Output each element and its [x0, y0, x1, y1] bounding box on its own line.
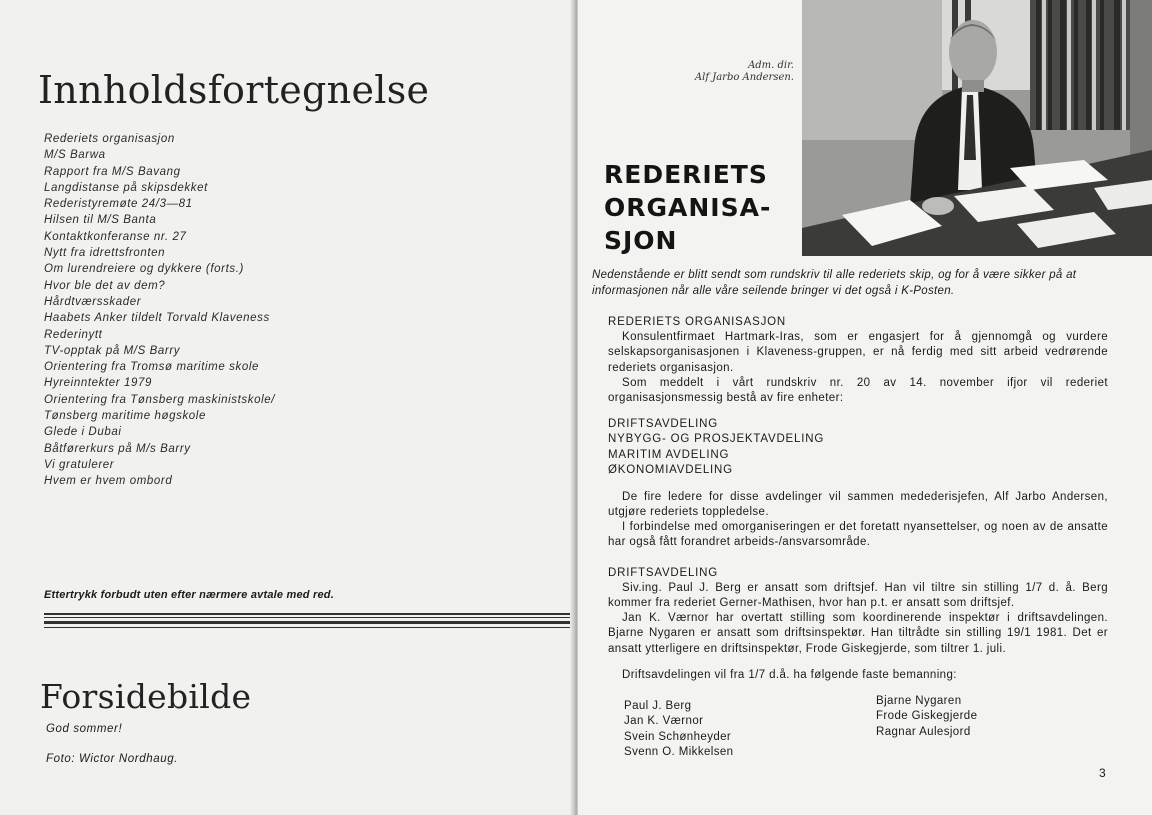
- photo-caption: [674, 60, 794, 84]
- headline-line: ORGANISA-: [604, 193, 772, 222]
- staff-name: Svein Schønheyder: [624, 730, 732, 743]
- page-number: 3: [1099, 766, 1106, 780]
- left-page: [0, 0, 574, 815]
- toc-item: Hilsen til M/S Banta: [44, 214, 157, 227]
- section-heading: DRIFTSAVDELING: [608, 567, 719, 579]
- department-item: NYBYGG- OG PROSJEKTAVDELING: [608, 433, 825, 446]
- headline-line: SJON: [604, 226, 678, 255]
- toc-item: Glede i Dubai: [44, 426, 122, 439]
- director-photo: [802, 0, 1152, 256]
- toc-item: Båtførerkurs på M/s Barry: [44, 442, 191, 455]
- staff-name: Frode Giskegjerde: [876, 710, 978, 723]
- staff-list-left: [624, 699, 733, 760]
- divider-rule: [44, 613, 578, 615]
- body-paragraph: Konsulentfirmaet Hartmark-Iras, som er engasjert for å gjennomgå og vurdere selskapsorganisasjonen i Klaveness-gruppen, er nå ferdig med sitt arbeid vedrørende rederiets organisasjon.: [608, 331, 1108, 374]
- toc-item: Rederiets organisasjon: [44, 133, 175, 145]
- divider-rule: [44, 621, 578, 624]
- toc-item: Tønsberg maritime høgskole: [44, 410, 206, 423]
- department-item: DRIFTSAVDELING: [608, 418, 719, 430]
- toc-item: M/S Barwa: [44, 149, 106, 162]
- toc-list: [44, 131, 275, 490]
- toc-item: Orientering fra Tromsø maritime skole: [44, 361, 259, 374]
- cover-caption: God sommer!: [46, 723, 123, 735]
- divider-rule: [44, 627, 578, 628]
- toc-item: Vi gratulerer: [44, 458, 115, 471]
- department-list: [608, 417, 1108, 478]
- staff-name: Bjarne Nygaren: [876, 695, 962, 707]
- body-paragraph: Jan K. Værnor har overtatt stilling som koordinerende inspektør i driftsavdelingen. Bjarne Nygaren er ansatt som driftsinspektør. Han tiltrådte sin stilling 19/1 1981. Det er ansatt ytterligere en driftsinspektør, Frode Giskegjerde, som tiltrer 1. juli.: [608, 612, 1108, 655]
- toc-item: Rederistyremøte 24/3—81: [44, 198, 193, 211]
- toc-title: Innholdsfortegnelse: [38, 68, 430, 112]
- photo-credit: Foto: Wictor Nordhaug.: [46, 753, 178, 765]
- cover-title: Forsidebilde: [40, 677, 252, 716]
- toc-item: Haabets Anker tildelt Torvald Klaveness: [44, 312, 270, 325]
- article-headline: [604, 158, 771, 257]
- toc-item: Langdistanse på skipsdekket: [44, 181, 208, 194]
- body-paragraph: De fire ledere for disse avdelinger vil sammen medederisjefen, Alf Jarbo Andersen, utgjøre rederiets toppledelse.: [608, 491, 1108, 519]
- staff-name: Jan K. Værnor: [624, 715, 704, 728]
- body-paragraph: Driftsavdelingen vil fra 1/7 d.å. ha følgende faste bemanning:: [622, 669, 957, 681]
- toc-item: Rapport fra M/S Bavang: [44, 165, 181, 178]
- body-paragraph: I forbindelse med omorganiseringen er det foretatt nyansettelser, og noen av de ansatte har også fått forandret arbeids-/ansvarsområde.: [608, 521, 1108, 549]
- body-paragraph: Siv.ing. Paul J. Berg er ansatt som driftsjef. Han vil tiltre sin stilling 1/7 d. å. Berg kommer fra rederiet Gerner-Mathisen, hvor han p.t. er ansatt som driftsjef.: [608, 582, 1108, 610]
- staff-name: Svenn O. Mikkelsen: [624, 745, 734, 758]
- toc-item: Rederinytt: [44, 328, 103, 341]
- toc-item: Kontaktkonferanse nr. 27: [44, 230, 187, 243]
- staff-name: Ragnar Aulesjord: [876, 725, 971, 738]
- right-page: [578, 0, 1152, 815]
- toc-item: Om lurendreiere og dykkere (forts.): [44, 263, 244, 276]
- toc-item: Orientering fra Tønsberg maskinistskole/: [44, 393, 276, 406]
- staff-list-right: [876, 694, 977, 740]
- reprint-notice: Ettertrykk forbudt uten efter nærmere avtale med red.: [44, 589, 334, 601]
- toc-item: Hvor ble det av dem?: [44, 279, 166, 292]
- article-intro: Nedenstående er blitt sendt som rundskriv til alle rederiets skip, og for å være sikker på at informasjonen når alle våre seilende bringer vi det også i K-Posten.: [592, 269, 1077, 297]
- photo-caption-title: Adm. dir.: [748, 60, 794, 71]
- staff-name: Paul J. Berg: [624, 700, 692, 712]
- toc-item: Hårdtværsskader: [44, 295, 142, 308]
- body-paragraph: Som meddelt i vårt rundskriv nr. 20 av 14. november ifjor vil rederiet organisasjonsmessig bestå av fire enheter:: [608, 377, 1108, 405]
- toc-item: Hvem er hvem ombord: [44, 475, 173, 488]
- section-heading: REDERIETS ORGANISASJON: [608, 316, 786, 328]
- photo-caption-name: Alf Jarbo Andersen.: [694, 72, 794, 83]
- toc-item: TV-opptak på M/S Barry: [44, 344, 181, 357]
- divider-rule: [44, 617, 578, 618]
- department-item: ØKONOMIAVDELING: [608, 463, 733, 476]
- department-item: MARITIM AVDELING: [608, 448, 730, 461]
- headline-line: REDERIETS: [604, 160, 768, 189]
- toc-item: Nytt fra idrettsfronten: [44, 247, 166, 260]
- toc-item: Hyreinntekter 1979: [44, 377, 152, 390]
